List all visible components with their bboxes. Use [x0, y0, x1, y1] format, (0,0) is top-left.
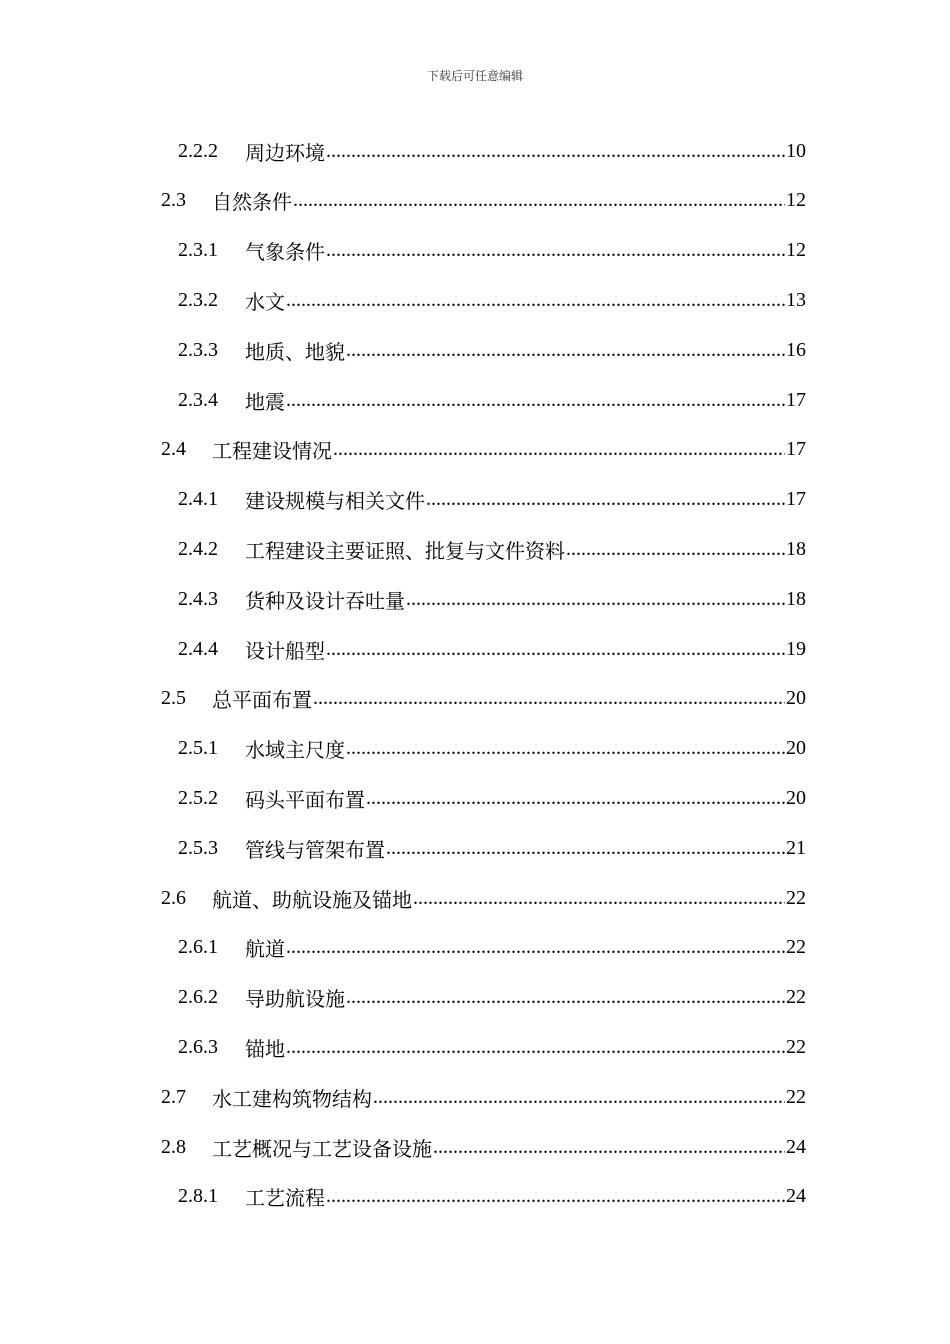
toc-entry[interactable] [178, 624, 806, 674]
toc-dot-leader [286, 936, 785, 959]
toc-entry-number: 2.6 [161, 886, 186, 909]
toc-entry-title: 工程建设主要证照、批复与文件资料 [245, 540, 565, 563]
toc-entry-title: 建设规模与相关文件 [245, 491, 425, 514]
toc-entry-page-number: 22 [786, 936, 806, 959]
toc-dot-leader [286, 289, 785, 312]
toc-entry-number: 2.6.1 [178, 936, 218, 959]
toc-entry-page-number: 12 [786, 189, 806, 212]
toc-entry-page-number: 19 [786, 637, 806, 660]
toc-entry-title: 总平面布置 [212, 690, 312, 713]
toc-entry-number: 2.5.2 [178, 786, 218, 809]
toc-dot-leader [346, 339, 785, 362]
toc-entry-number: 2.2.2 [178, 139, 218, 162]
toc-entry-title: 水域主尺度 [245, 740, 345, 763]
toc-entry-page-number: 22 [786, 1085, 806, 1108]
toc-entry-number: 2.6.2 [178, 986, 218, 1009]
toc-entry-title: 地震 [245, 391, 285, 414]
toc-entry[interactable] [161, 1122, 806, 1172]
toc-dot-leader [346, 986, 785, 1009]
toc-entry-number: 2.4.2 [178, 537, 218, 560]
toc-dot-leader [293, 189, 785, 212]
toc-entry-page-number: 10 [786, 139, 806, 162]
toc-entry-page-number: 21 [786, 836, 806, 859]
toc-entry[interactable] [178, 923, 806, 973]
toc-entry[interactable] [161, 425, 806, 475]
toc-entry-page-number: 17 [786, 488, 806, 511]
toc-entry-number: 2.4 [161, 438, 186, 461]
toc-entry[interactable] [178, 275, 806, 325]
toc-entry-number: 2.5 [161, 687, 186, 710]
toc-entry-number: 2.4.1 [178, 488, 218, 511]
toc-entry-number: 2.7 [161, 1085, 186, 1108]
toc-entry[interactable] [161, 674, 806, 724]
toc-entry-title: 地质、地貌 [245, 341, 345, 364]
toc-entry-number: 2.4.4 [178, 637, 218, 660]
toc-entry[interactable] [178, 773, 806, 823]
page-header: 下载后可任意编辑 [426, 69, 523, 83]
toc-dot-leader [433, 1136, 785, 1159]
toc-dot-leader [406, 588, 785, 611]
toc-entry[interactable] [178, 823, 806, 873]
toc-entry-number: 2.3.4 [178, 388, 218, 411]
toc-entry[interactable] [178, 475, 806, 525]
toc-entry-page-number: 22 [786, 1035, 806, 1058]
toc-dot-leader [326, 140, 785, 163]
toc-entry-number: 2.8 [161, 1135, 186, 1158]
toc-entry-title: 气象条件 [245, 242, 325, 265]
toc-entry[interactable] [178, 524, 806, 574]
toc-dot-leader [346, 737, 785, 760]
toc-entry-number: 2.3.1 [178, 239, 218, 262]
toc-dot-leader [426, 488, 785, 511]
toc-entry-number: 2.6.3 [178, 1035, 218, 1058]
toc-entry-title: 码头平面布置 [245, 789, 365, 812]
toc-entry-number: 2.3.2 [178, 288, 218, 311]
toc-entry-title: 工艺概况与工艺设备设施 [212, 1138, 432, 1161]
toc-entry-title: 工艺流程 [245, 1188, 325, 1211]
toc-dot-leader [286, 389, 785, 412]
toc-entry-page-number: 20 [786, 786, 806, 809]
toc-entry-page-number: 24 [786, 1135, 806, 1158]
toc-entry-number: 2.5.3 [178, 836, 218, 859]
toc-dot-leader [286, 1036, 785, 1059]
toc-dot-leader [326, 1185, 785, 1208]
toc-entry-title: 航道 [245, 939, 285, 962]
toc-entry[interactable] [161, 1072, 806, 1122]
toc-entry[interactable] [161, 176, 806, 226]
toc-entry-title: 货种及设计吞吐量 [245, 590, 405, 613]
toc-entry[interactable] [178, 226, 806, 276]
toc-entry-number: 2.3 [161, 189, 186, 212]
toc-entry[interactable] [178, 1172, 806, 1222]
toc-entry-page-number: 18 [786, 587, 806, 610]
toc-entry-page-number: 20 [786, 687, 806, 710]
toc-dot-leader [333, 438, 785, 461]
toc-entry-number: 2.8.1 [178, 1185, 218, 1208]
toc-entry-title: 水工建构筑物结构 [212, 1088, 372, 1111]
toc-entry-page-number: 20 [786, 737, 806, 760]
toc-dot-leader [386, 837, 785, 860]
toc-entry[interactable] [178, 126, 806, 176]
toc-entry[interactable] [178, 973, 806, 1023]
toc-entry[interactable] [178, 1022, 806, 1072]
toc-entry[interactable] [178, 724, 806, 774]
toc-entry-title: 水文 [245, 291, 285, 314]
toc-dot-leader [313, 687, 785, 710]
toc-entry[interactable] [178, 375, 806, 425]
toc-entry-page-number: 22 [786, 986, 806, 1009]
toc-dot-leader [373, 1086, 785, 1109]
toc-entry-title: 设计船型 [245, 640, 325, 663]
toc-entry-page-number: 13 [786, 288, 806, 311]
toc-dot-leader [326, 239, 785, 262]
toc-dot-leader [413, 887, 785, 910]
toc-entry-title: 航道、助航设施及锚地 [212, 889, 412, 912]
toc-entry-number: 2.4.3 [178, 587, 218, 610]
toc-dot-leader [566, 538, 785, 561]
toc-dot-leader [366, 787, 785, 810]
toc-entry-page-number: 12 [786, 239, 806, 262]
toc-entry-title: 锚地 [245, 1038, 285, 1061]
toc-entry-page-number: 22 [786, 886, 806, 909]
toc-entry-page-number: 16 [786, 338, 806, 361]
toc-entry-title: 管线与管架布置 [245, 839, 385, 862]
toc-entry-page-number: 24 [786, 1185, 806, 1208]
toc-entry-title: 工程建设情况 [212, 441, 332, 464]
toc-dot-leader [326, 638, 785, 661]
toc-entry[interactable] [178, 325, 806, 375]
toc-entry-number: 2.5.1 [178, 737, 218, 760]
toc-entry-title: 导助航设施 [245, 989, 345, 1012]
toc-entry[interactable] [178, 574, 806, 624]
toc-entry-page-number: 18 [786, 537, 806, 560]
toc-entry-title: 周边环境 [245, 142, 325, 165]
toc-entry-number: 2.3.3 [178, 338, 218, 361]
toc-entry-page-number: 17 [786, 438, 806, 461]
toc-entry-title: 自然条件 [212, 192, 292, 215]
toc-entry[interactable] [161, 873, 806, 923]
toc-entry-page-number: 17 [786, 388, 806, 411]
